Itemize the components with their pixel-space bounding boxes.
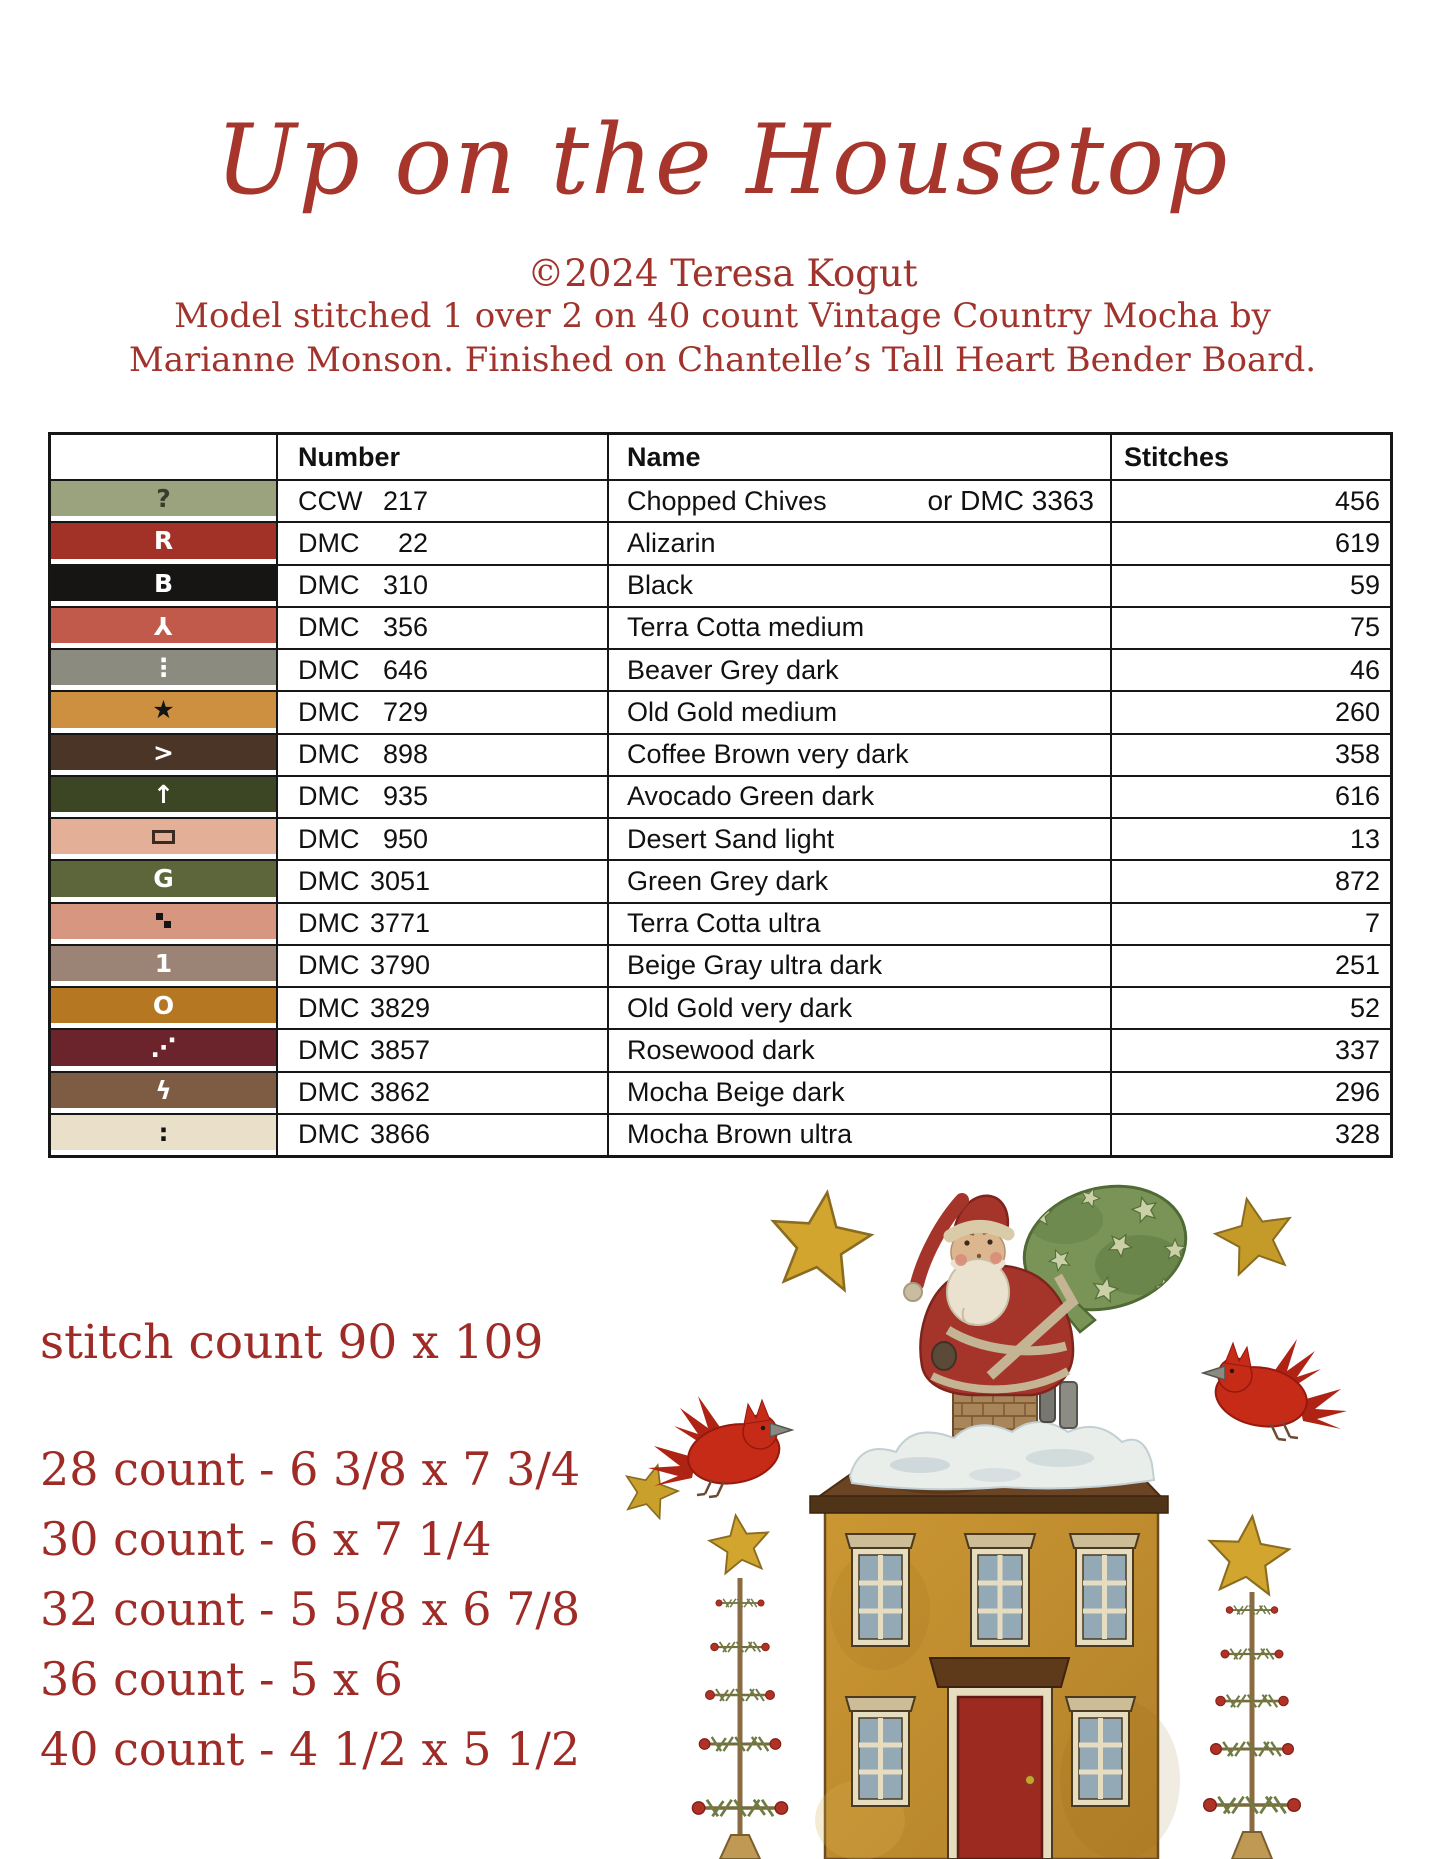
tree-star <box>1205 1512 1292 1596</box>
thread-brand: DMC <box>298 992 360 1023</box>
thread-name: Avocado Green dark <box>627 781 875 812</box>
stitch-symbol: : <box>158 1117 169 1147</box>
color-swatch <box>51 735 276 770</box>
thread-name: Mocha Beige dark <box>627 1077 845 1108</box>
number-cell <box>278 861 609 901</box>
color-swatch <box>51 819 276 854</box>
cardinal-left <box>648 1396 792 1497</box>
feather-tree-right <box>1204 1512 1301 1859</box>
table-row <box>51 1115 1390 1155</box>
color-swatch <box>51 904 276 939</box>
name-cell <box>609 1115 1112 1155</box>
thread-code: 217 <box>382 485 428 516</box>
thread-brand: DMC <box>298 781 360 812</box>
thread-brand: DMC <box>298 527 360 558</box>
symbol-cell <box>51 861 278 901</box>
thread-code: 898 <box>382 739 428 770</box>
thread-name: Rosewood dark <box>627 1034 815 1065</box>
stitch-count-value: 260 <box>1334 696 1380 727</box>
stitches-cell <box>1112 608 1390 648</box>
thread-brand: CCW <box>298 485 363 516</box>
tree-star <box>706 1511 772 1575</box>
thread-name: Black <box>627 570 694 601</box>
thread-name: Mocha Brown ultra <box>627 1119 853 1150</box>
window <box>846 1697 915 1806</box>
table-row <box>51 566 1390 608</box>
color-swatch <box>51 692 276 727</box>
color-swatch <box>51 1073 276 1108</box>
color-swatch <box>51 523 276 558</box>
table-row <box>51 988 1390 1030</box>
name-cell <box>609 566 1112 606</box>
thread-code: 310 <box>382 570 428 601</box>
thread-brand: DMC <box>298 654 360 685</box>
color-swatch <box>51 1030 276 1065</box>
thread-name: Alizarin <box>627 527 716 558</box>
name-cell <box>609 819 1112 859</box>
number-cell <box>278 692 609 732</box>
header-number-label: Number <box>298 441 401 472</box>
feather-tree-left <box>692 1511 787 1859</box>
hat-pom <box>904 1283 922 1301</box>
stitches-cell <box>1112 819 1390 859</box>
model-info-line-2: Marianne Monson. Finished on Chantelle’s Tall Heart Bender Board. <box>128 340 1317 380</box>
thread-code: 935 <box>382 781 428 812</box>
symbol-cell <box>51 946 278 986</box>
table-row <box>51 692 1390 734</box>
name-cell <box>609 777 1112 817</box>
color-swatch <box>51 608 276 643</box>
house <box>810 1377 1180 1859</box>
thread-brand: DMC <box>298 908 360 939</box>
color-swatch <box>51 566 276 601</box>
stitch-count-value: 46 <box>1349 654 1380 685</box>
symbol-cell <box>51 988 278 1028</box>
stitches-cell <box>1112 988 1390 1028</box>
thread-brand: DMC <box>298 739 360 770</box>
stitch-symbol: ↑ <box>153 779 174 809</box>
name-cell <box>609 481 1112 521</box>
santa-mitten <box>932 1342 956 1370</box>
thread-name: Beige Gray ultra dark <box>627 950 883 981</box>
thread-code: 646 <box>382 654 428 685</box>
roof-eave <box>810 1496 1168 1513</box>
name-cell <box>609 1073 1112 1113</box>
table-row <box>51 1073 1390 1115</box>
table-row <box>51 861 1390 903</box>
header-stitches-cell <box>1112 435 1390 479</box>
thread-name: Green Grey dark <box>627 865 829 896</box>
header-number-cell <box>278 435 609 479</box>
stitch-symbol <box>152 830 175 844</box>
thread-name: Old Gold medium <box>627 696 838 727</box>
stitch-symbol: ϟ <box>155 1075 172 1105</box>
name-cell <box>609 650 1112 690</box>
stitch-count-value: 13 <box>1349 823 1380 854</box>
symbol-cell <box>51 692 278 732</box>
thread-table <box>48 432 1393 1158</box>
thread-brand: DMC <box>298 823 360 854</box>
name-cell <box>609 861 1112 901</box>
color-swatch <box>51 1115 276 1150</box>
thread-code: 3829 <box>370 992 431 1023</box>
table-header-row <box>51 435 1390 481</box>
name-cell <box>609 946 1112 986</box>
window <box>965 1534 1035 1646</box>
thread-brand: DMC <box>298 570 360 601</box>
thread-name: Desert Sand light <box>627 823 835 854</box>
stitch-count-value: 328 <box>1334 1119 1380 1150</box>
stitch-count-value: 337 <box>1334 1034 1380 1065</box>
symbol-cell <box>51 904 278 944</box>
door-knob <box>1026 1776 1035 1785</box>
table-body <box>51 481 1390 1155</box>
name-cell <box>609 523 1112 563</box>
number-cell <box>278 481 609 521</box>
front-door <box>930 1658 1069 1859</box>
stitch-symbol: ? <box>156 484 171 514</box>
thread-brand: DMC <box>298 696 360 727</box>
stitches-cell <box>1112 566 1390 606</box>
number-cell <box>278 988 609 1028</box>
stitch-count-value: 7 <box>1364 908 1380 939</box>
color-swatch <box>51 650 276 685</box>
symbol-cell <box>51 1073 278 1113</box>
symbol-cell <box>51 1030 278 1070</box>
thread-name: Coffee Brown very dark <box>627 739 909 770</box>
table-row <box>51 650 1390 692</box>
stitches-cell <box>1112 904 1390 944</box>
name-cell <box>609 1030 1112 1070</box>
color-swatch <box>51 861 276 896</box>
stitches-cell <box>1112 777 1390 817</box>
window <box>846 1534 915 1646</box>
thread-name: Terra Cotta ultra <box>627 908 821 939</box>
thread-brand: DMC <box>298 1119 360 1150</box>
thread-code: 950 <box>382 823 428 854</box>
cardinal-right <box>1203 1339 1347 1440</box>
symbol-cell <box>51 650 278 690</box>
fabric-count-item: 40 count - 4 1/2 x 5 1/2 <box>40 1722 581 1776</box>
thread-brand: DMC <box>298 1077 360 1108</box>
header-name-cell <box>609 435 1112 479</box>
symbol-cell <box>51 777 278 817</box>
symbol-cell <box>51 819 278 859</box>
number-cell <box>278 566 609 606</box>
stitch-count-value: 456 <box>1334 485 1380 516</box>
number-cell <box>278 777 609 817</box>
stitches-cell <box>1112 481 1390 521</box>
thread-brand: DMC <box>298 612 360 643</box>
housetop-illustration <box>560 1180 1445 1859</box>
window <box>1066 1697 1135 1806</box>
gold-star-top-right <box>1209 1191 1298 1278</box>
stitch-symbol: O <box>152 991 175 1021</box>
thread-name: Old Gold very dark <box>627 992 853 1023</box>
symbol-cell <box>51 523 278 563</box>
thread-name: Chopped Chives <box>627 485 827 516</box>
name-cell <box>609 608 1112 648</box>
symbol-cell <box>51 481 278 521</box>
stitches-cell <box>1112 650 1390 690</box>
thread-brand: DMC <box>298 950 360 981</box>
stitch-symbol <box>156 913 172 929</box>
color-swatch <box>51 946 276 981</box>
fabric-count-item: 36 count - 5 x 6 <box>40 1652 403 1706</box>
thread-code: 3051 <box>370 865 431 896</box>
color-swatch <box>51 988 276 1023</box>
thread-code: 729 <box>382 696 428 727</box>
thread-code: 3771 <box>370 908 431 939</box>
thread-brand: DMC <box>298 1034 360 1065</box>
stitch-count-value: 75 <box>1349 612 1380 643</box>
stitch-count-value: 872 <box>1334 865 1380 896</box>
stitch-symbol: G <box>153 864 174 894</box>
stitches-cell <box>1112 946 1390 986</box>
header-stitches-label: Stitches <box>1124 441 1230 472</box>
symbol-cell <box>51 608 278 648</box>
thread-name: Beaver Grey dark <box>627 654 839 685</box>
stitch-count-value: 52 <box>1349 992 1380 1023</box>
stitches-cell <box>1112 861 1390 901</box>
stitch-symbol: R <box>153 526 174 556</box>
table-row <box>51 481 1390 523</box>
name-cell <box>609 988 1112 1028</box>
upper-windows <box>846 1534 1139 1646</box>
number-cell <box>278 946 609 986</box>
thread-code: 3857 <box>370 1034 431 1065</box>
number-cell <box>278 1115 609 1155</box>
stitches-cell <box>1112 1030 1390 1070</box>
number-cell <box>278 904 609 944</box>
header-name-label: Name <box>627 441 701 472</box>
number-cell <box>278 819 609 859</box>
table-row <box>51 608 1390 650</box>
table-row <box>51 946 1390 988</box>
stitch-symbol: ⋮ <box>151 653 176 683</box>
thread-code: 3862 <box>370 1077 431 1108</box>
stitches-cell <box>1112 692 1390 732</box>
symbol-cell <box>51 735 278 775</box>
stitch-symbol: 1 <box>154 948 173 978</box>
thread-code: 3866 <box>370 1119 431 1150</box>
color-swatch <box>51 777 276 812</box>
table-row <box>51 777 1390 819</box>
alt-thread-note: or DMC 3363 <box>927 485 1094 517</box>
stitch-count-text: stitch count 90 x 109 <box>40 1315 544 1370</box>
stitch-symbol: > <box>153 737 174 767</box>
symbol-cell <box>51 566 278 606</box>
color-swatch <box>51 481 276 516</box>
stitch-count-value: 358 <box>1334 739 1380 770</box>
stitch-symbol: Y <box>154 610 173 640</box>
stitch-count-value: 619 <box>1334 527 1380 558</box>
stitch-symbol: B <box>153 568 174 598</box>
window <box>1070 1534 1139 1646</box>
header-symbol-cell <box>51 435 278 479</box>
stitches-cell <box>1112 523 1390 563</box>
copyright-line: ©2024 Teresa Kogut <box>527 252 918 295</box>
number-cell <box>278 735 609 775</box>
page-title: Up on the Housetop <box>215 104 1230 216</box>
name-cell <box>609 735 1112 775</box>
model-info-line-1: Model stitched 1 over 2 on 40 count Vintage Country Mocha by <box>174 296 1271 336</box>
number-cell <box>278 523 609 563</box>
stitch-symbol: ★ <box>152 695 175 725</box>
thread-name: Terra Cotta medium <box>627 612 865 643</box>
number-cell <box>278 608 609 648</box>
number-cell <box>278 650 609 690</box>
thread-brand: DMC <box>298 865 360 896</box>
fabric-count-list <box>40 1434 580 1784</box>
fabric-count-item: 30 count - 6 x 7 1/4 <box>40 1512 492 1566</box>
name-cell <box>609 692 1112 732</box>
stitches-cell <box>1112 1115 1390 1155</box>
fabric-count-item: 32 count - 5 5/8 x 6 7/8 <box>40 1582 581 1636</box>
thread-code: 3790 <box>370 950 431 981</box>
stitch-symbol: ⋰ <box>151 1033 176 1063</box>
table-row <box>51 904 1390 946</box>
thread-code: 22 <box>397 527 428 558</box>
stitches-cell <box>1112 735 1390 775</box>
thread-code: 356 <box>382 612 428 643</box>
stitches-cell <box>1112 1073 1390 1113</box>
number-cell <box>278 1030 609 1070</box>
table-row <box>51 819 1390 861</box>
stitch-count-value: 251 <box>1334 950 1380 981</box>
table-row <box>51 523 1390 565</box>
stitch-count-value: 59 <box>1349 570 1380 601</box>
gold-star-top-left <box>765 1186 876 1293</box>
name-cell <box>609 904 1112 944</box>
number-cell <box>278 1073 609 1113</box>
portico-roof <box>930 1658 1069 1687</box>
table-row <box>51 735 1390 777</box>
stitch-count-value: 296 <box>1334 1077 1380 1108</box>
table-row <box>51 1030 1390 1072</box>
santa-boot <box>1060 1382 1077 1428</box>
symbol-cell <box>51 1115 278 1155</box>
fabric-count-item: 28 count - 6 3/8 x 7 3/4 <box>40 1442 581 1496</box>
stitch-count-value: 616 <box>1334 781 1380 812</box>
